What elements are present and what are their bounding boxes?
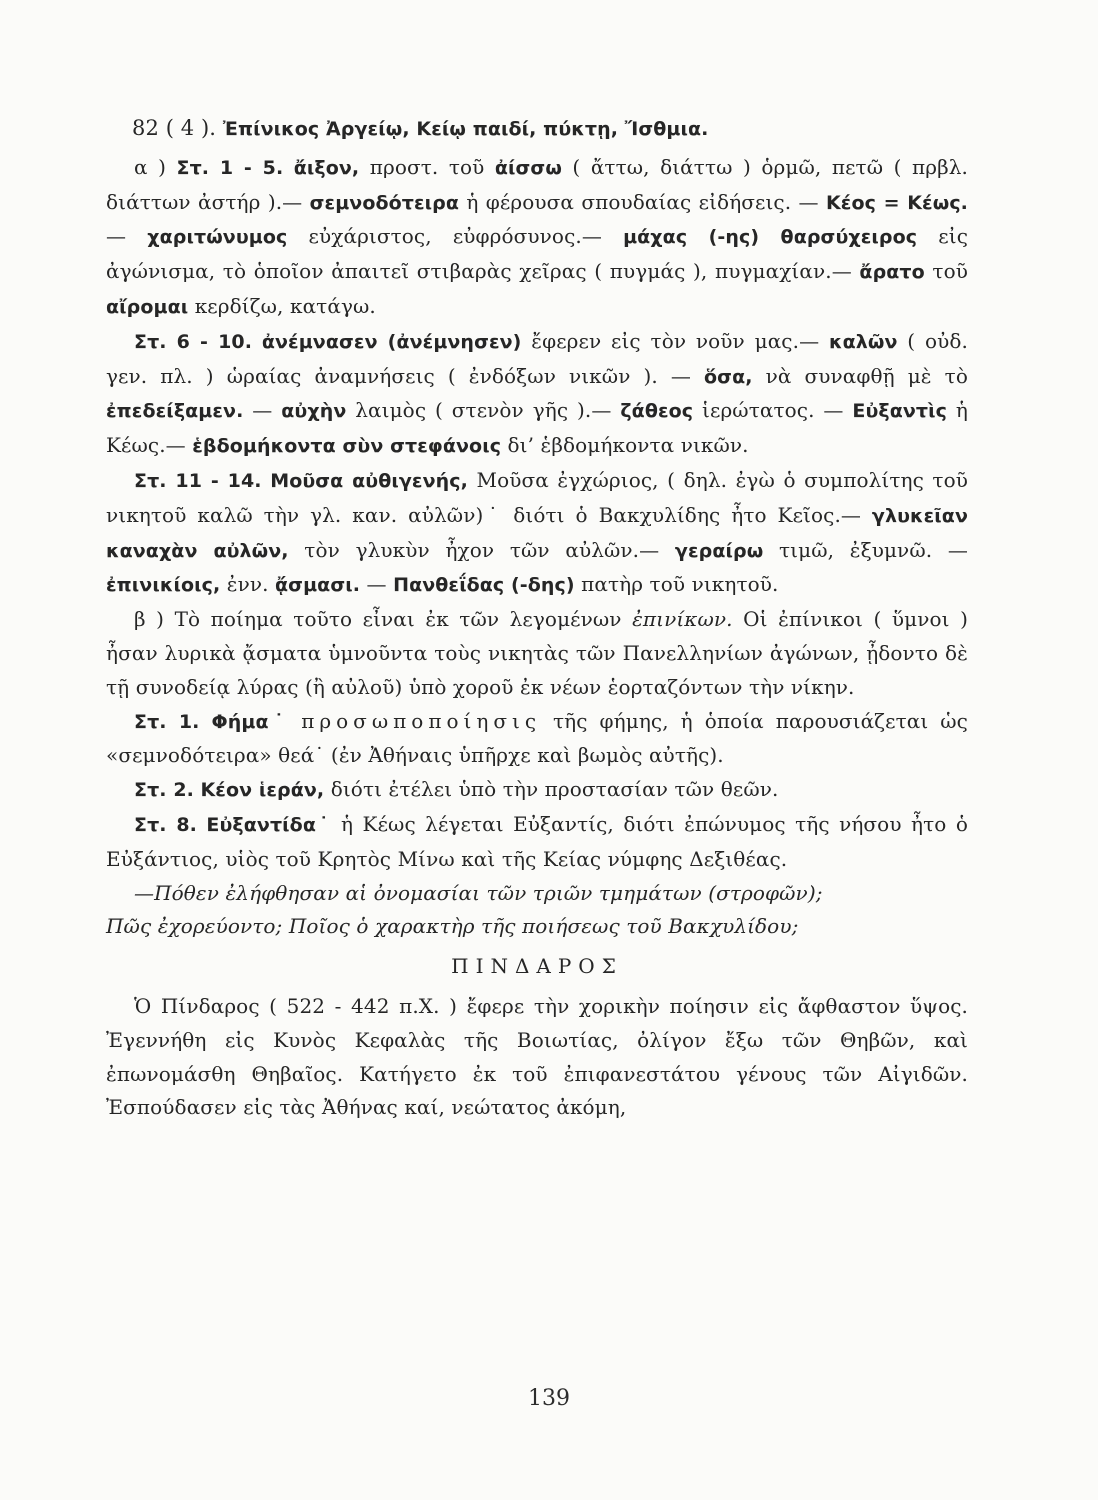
italic-term: ἐπινίκων. — [632, 607, 733, 632]
gloss: — — [360, 572, 394, 597]
lemma: Εὐξαντὶς — [852, 400, 948, 423]
verse-ref: Στ. 6 - 10. — [134, 330, 253, 353]
lemma: αὐχὴν — [281, 400, 347, 423]
section-st1 — [106, 705, 968, 774]
section-a-label: α ) — [134, 154, 166, 179]
gloss: τιμῶ, ἐξυμνῶ. — — [763, 537, 968, 562]
gloss: ἱερώτατος. — — [693, 398, 853, 423]
gloss: — — [243, 398, 282, 423]
lemma: γλυκεῖαν καναχὰν αὐλῶν, — [106, 504, 968, 562]
lemma: ἀίσσω — [494, 156, 562, 179]
question-2: Πῶς ἐχορεύοντο; Ποῖος ὁ χαρακτὴρ τῆς ποιήσεως τοῦ Βακχυλίδου; — [106, 914, 799, 939]
verse-ref: Στ. 1 - 5. — [176, 156, 284, 179]
poem-heading — [132, 112, 968, 147]
lemma: ἄρατο — [859, 261, 925, 284]
lemma: Μοῦσα αὐθιγενής, — [270, 469, 468, 492]
gloss: προστ. τοῦ — [359, 154, 495, 179]
gloss: ἐνν. — [220, 572, 276, 597]
gloss: ( οὐδ. γεν. πλ. ) ὡραίας ἀναμνήσεις ( ἐνδόξων νικῶν ). — — [106, 328, 968, 388]
verse-ref: Στ. 1. — [134, 710, 200, 733]
gloss — [289, 709, 301, 733]
lemma: ὅσα, — [704, 365, 753, 388]
lemma: ζάθεος — [620, 400, 694, 423]
lemma: ᾄσμασι. — [275, 574, 361, 597]
page-number: 139 — [528, 1386, 570, 1411]
gloss: κερδίζω, κατάγω. — [188, 293, 376, 318]
spaced-term: προσωποποίησις — [301, 708, 542, 733]
gloss: εἰς ἀγώνισμα, τὸ ὁποῖον ἀπαιτεῖ στιβαρὰς χεῖρας ( πυγμάς ), πυγμαχίαν.— — [106, 224, 968, 284]
lemma: καλῶν — [828, 330, 898, 353]
gloss: ἔφερεν εἰς τὸν νοῦν μας.— — [521, 328, 829, 353]
gloss: λαιμὸς ( στενὸν γῆς ).— — [346, 398, 621, 423]
heading-number: 82 ( 4 ). — [132, 116, 217, 140]
gloss: τῆς φήμης, ἡ ὁποία παρουσιάζεται ὡς «σεμνοδότειρα» θεά˙ (ἐν Ἀθήναις ὑπῆρχε καὶ βωμὸς αὐτῆς). — [106, 708, 968, 768]
gloss: διότι ἐτέλει ὑπὸ τὴν προστασίαν τῶν θεῶν. — [324, 777, 779, 802]
lemma: Κέος = Κέως. — [825, 191, 969, 214]
lemma: Εὐξαντίδα˙ — [206, 813, 332, 836]
pindar-paragraph: Ὁ Πίνδαρος ( 522 - 442 π.Χ. ) ἔφερε τὴν χορικὴν ποίησιν εἰς ἄφθαστον ὕψος. Ἐγεννήθη εἰς Κυνὸς Κεφαλὰς τῆς Βοιωτίας, ὀλίγον ἔξω τῶν Θηβῶν, καὶ ἐπωνομάσθη Θηβαῖος. Κατήγετο ἐκ τοῦ ἐπιφανεστάτου γένους τῶν Αἰγιδῶν. Ἐσπούδασεν εἰς τὰς Ἀθήνας καί, νεώτατος ἀκόμη, — [106, 993, 968, 1120]
section-a — [106, 151, 968, 325]
lemma: χαριτώνυμος — [147, 226, 288, 249]
section-st2 — [106, 773, 968, 808]
section-b-body: Οἱ ἐπίνικοι ( ὕμνοι ) ἦσαν λυρικὰ ᾄσματα ὑμνοῦντα τοὺς νικητὰς τῶν Πανελληνίων ἀγώνων, ᾖδοντο δὲ τῇ συνοδείᾳ λύρας (ἢ αὐλοῦ) ὑπὸ χοροῦ ἐκ νέων ἑορταζόντων τὴν νίκην. — [106, 607, 968, 699]
gloss: εὐχάριστος, εὐφρόσυνος.— — [287, 224, 624, 249]
section-st11 — [106, 464, 968, 603]
heading-title: Ἐπίνικος Ἀργείῳ, Κείῳ παιδί, πύκτῃ, Ἴσθμια. — [222, 118, 709, 140]
section-title: ΠΙΝΔΑΡΟΣ — [451, 954, 623, 979]
verse-ref: Στ. 8. — [134, 813, 197, 836]
lemma: Φήμα˙ — [211, 710, 290, 733]
lemma: σεμνοδότειρα — [309, 191, 460, 214]
lemma: Πανθεΐδας (-δης) — [393, 574, 575, 597]
gloss: τοῦ — [924, 259, 968, 284]
lemma: ἐπινικίοις, — [106, 574, 221, 597]
lemma: ἄιξον, — [293, 156, 360, 179]
gloss: ἡ Κέως λέγεται Εὐξαντίς, διότι ἐπώνυμος τῆς νήσου ἦτο ὁ Εὐξάντιος, υἱὸς τοῦ Κρητὸς Μίνω καὶ τῆς Κείας νύμφης Δεξιθέας. — [106, 811, 968, 871]
gloss: ἡ Κέως.— — [106, 398, 968, 458]
gloss: πατὴρ τοῦ νικητοῦ. — [574, 572, 779, 597]
section-b-text: β ) Τὸ ποίημα τοῦτο εἶναι ἐκ τῶν λεγομένων — [134, 607, 633, 632]
verse-ref: Στ. 11 - 14. — [134, 469, 262, 492]
lemma: αἴρομαι — [106, 295, 189, 318]
gloss: Μοῦσα ἐγχώριος, ( δηλ. ἐγὼ ὁ συμπολίτης τοῦ νικητοῦ καλῶ τὴν γλ. καν. αὐλῶν)˙ διότι ὁ Βακχυλίδης ἦτο Κεῖος.— — [106, 467, 968, 527]
gloss: νὰ συναφθῇ μὲ τὸ — [752, 363, 968, 388]
section-st8 — [106, 808, 968, 877]
verse-ref: Στ. 2. — [134, 779, 194, 802]
lemma: μάχας (-ης) θαρσύχειρος — [623, 226, 918, 249]
gloss: ( ἄττω, διάττω ) ὁρμῶ, πετῶ ( πρβλ. διάττων ἀστήρ ).— — [106, 154, 968, 214]
gloss: δι’ ἑβδομήκοντα νικῶν. — [501, 433, 749, 458]
lemma: ἐπεδείξαμεν. — [106, 400, 244, 423]
lemma: Κέον ἱεράν, — [200, 779, 325, 802]
lemma: ἀνέμνασεν (ἀνέμνησεν) — [261, 330, 522, 353]
section-b — [106, 603, 968, 704]
lemma: γεραίρω — [674, 539, 764, 562]
gloss: ἡ φέρουσα σπουδαίας εἰδήσεις. — — [459, 189, 826, 214]
question-1: —Πόθεν ἐλήφθησαν αἱ ὀνομασίαι τῶν τριῶν τμημάτων (στροφῶν); — [134, 880, 823, 905]
gloss: τὸν γλυκὺν ἦχον τῶν αὐλῶν.— — [288, 537, 675, 562]
main-text — [106, 112, 968, 1125]
gloss: — — [106, 224, 148, 249]
lemma: ἑβδομήκοντα σὺν στεφάνοις — [192, 435, 502, 458]
section-st6 — [106, 325, 968, 464]
